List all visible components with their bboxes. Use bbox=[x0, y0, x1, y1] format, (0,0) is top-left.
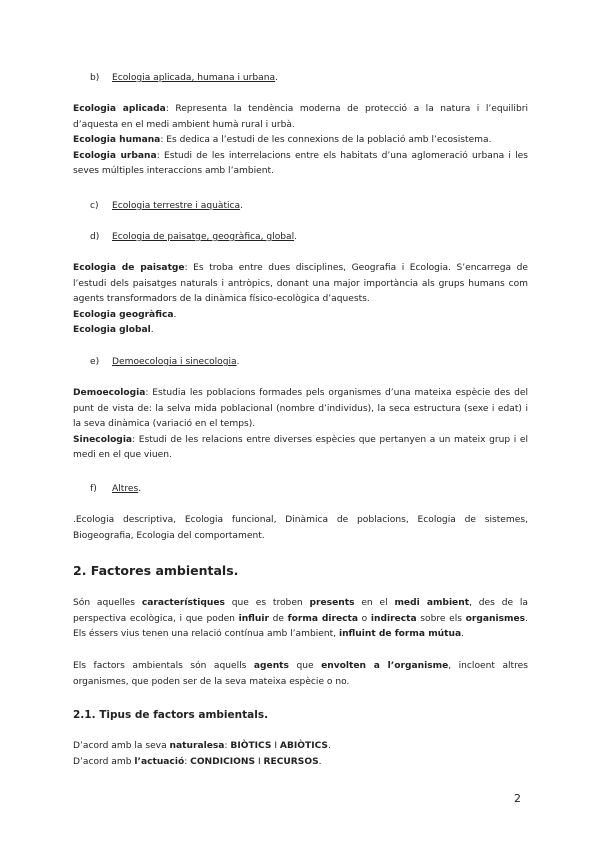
list-marker: e) bbox=[90, 357, 100, 367]
definition-demoecologia: Demoecologia: Estudia les poblacions formades pels organismes d’una mateixa espècie des del punt de vista de: la selva mida poblacional (nombre d’individus), la seca estructura (sexe i edat) i la seva dinàmica (variació en el temps). bbox=[73, 388, 528, 430]
tipus-list bbox=[73, 739, 528, 770]
list-marker: f) bbox=[90, 484, 97, 494]
list-item-title: Altres bbox=[112, 484, 139, 494]
list-item-title: Ecologia terrestre i aquàtica bbox=[112, 201, 241, 211]
definition-urbana: Ecologia urbana: Estudi de les interrelacions entre els habitats d’una aglomeració urbana i les seves múltiples interaccions amb l’ambient. bbox=[73, 150, 529, 177]
demo-sine-block bbox=[73, 386, 528, 464]
heading-factores-ambientals: 2. Factores ambientals. bbox=[73, 563, 239, 578]
definition-aplicada: Ecologia aplicada: Representa la tendència moderna de protecció a la natura i l’equilibri d’aquesta en el medi ambient humà rural i urbà. bbox=[73, 104, 528, 130]
aplicada-humana-urbana-block bbox=[73, 102, 528, 180]
list-marker: b) bbox=[90, 73, 100, 83]
tipus-naturalesa: D’acord amb la seva naturalesa: BIÒTICS I ABIÒTICS. bbox=[73, 741, 331, 751]
list-marker: d) bbox=[90, 232, 100, 242]
page-number: 2 bbox=[514, 792, 521, 805]
definition-paisatge: Ecologia de paisatge: Es troba entre dues disciplines, Geografia i Ecologia. S’encarrega de l’estudi dels paisatges naturals i antròpics, donant una major importància als grups humans com agents transformadors de la dinàmica físico-ecològica d’aquests. bbox=[73, 263, 528, 305]
definition-geografica: Ecologia geogràfica. bbox=[73, 309, 177, 320]
list-item-c: c) Ecologia terrestre i aquàtica. bbox=[90, 199, 243, 215]
definition-global: Ecologia global. bbox=[73, 325, 154, 336]
factors-paragraph-1: Són aquelles característiques que es troben presents en el medi ambient, des de la perspectiva ecològica, i que poden influir de forma directa o indirecta sobre els organismes. Els éssers vius tenen una relació contínua amb l’ambient, influint de forma mútua. bbox=[73, 598, 528, 640]
list-item-f: f) Altres. bbox=[90, 482, 141, 498]
list-marker: c) bbox=[90, 201, 99, 211]
altres-paragraph: .Ecologia descriptiva, Ecologia funcional, Dinàmica de poblacions, Ecologia de sistemes, Biogeografia, Ecologia del comportament. bbox=[73, 515, 528, 541]
list-item-title: Ecologia de paisatge, geogràfica, global bbox=[112, 232, 295, 242]
list-item-d: d) Ecologia de paisatge, geogràfica, global. bbox=[90, 230, 297, 246]
definition-sinecologia: Sinecologia: Estudi de les relacions entre diverses espècies que pertanyen a un mateix grup i el medi en el que viuen. bbox=[73, 434, 528, 461]
list-item-title: Ecologia aplicada, humana i urbana bbox=[112, 73, 276, 83]
list-item-b: b) Ecologia aplicada, humana i urbana. bbox=[90, 71, 278, 87]
list-item-e: e) Demoecologia i sinecologia. bbox=[90, 355, 240, 371]
paisatge-block bbox=[73, 261, 528, 339]
list-item-title: Demoecologia i sinecologia bbox=[112, 357, 237, 367]
definition-humana: Ecologia humana: Es dedica a l’estudi de les connexions de la població amb l’ecosistema. bbox=[73, 135, 492, 146]
heading-tipus-factors: 2.1. Tipus de factors ambientals. bbox=[73, 709, 269, 721]
tipus-actuacio: D’acord amb l’actuació: CONDICIONS I RECURSOS. bbox=[73, 756, 322, 767]
factors-paragraph-2: Els factors ambientals són aquells agents que envolten a l’organisme, incloent altres organismes, que poden ser de la seva mateixa espècie o no. bbox=[73, 661, 528, 687]
